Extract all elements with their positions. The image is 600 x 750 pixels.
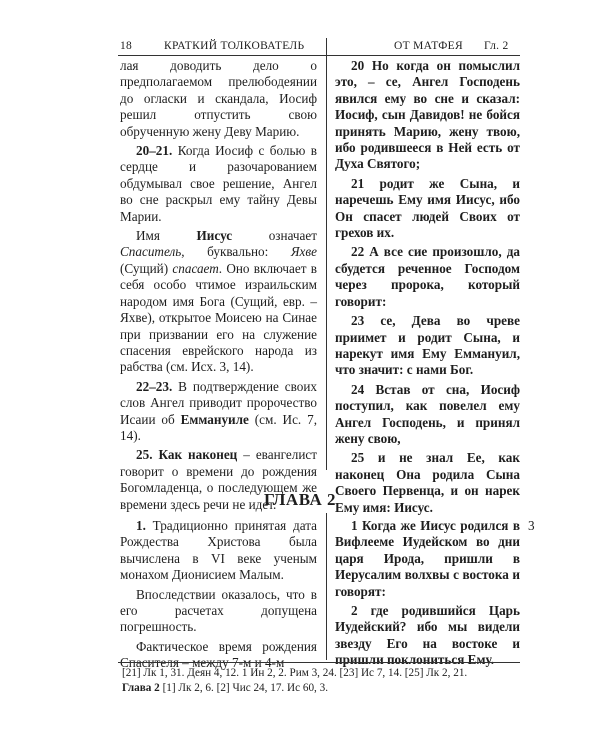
commentary-text: – евангелист говорит о времени до рождения Богомладенца, о последующем же времени здесь речи не идет. xyxy=(120,447,317,512)
commentary-text: . Оно включает в себя особо чтимое израильским народом имя Бога (Сущий, евр. – Яхве), открытое Моисею на Синае при призвании его на служение спасения еврейского народа из рабства (см. Исх. 3, 14). xyxy=(120,260,317,375)
footnote-label: Глава 2 xyxy=(122,682,160,694)
commentary-text: Имя xyxy=(136,228,197,244)
commentary-text: (Сущий) xyxy=(120,260,173,276)
column-divider xyxy=(326,513,327,660)
verse-ref: 1. xyxy=(136,518,146,533)
verse-ref: 22–23. xyxy=(136,378,173,394)
chapter-ref: Гл. 2 xyxy=(484,40,509,52)
verse-ref: 25. xyxy=(136,447,153,463)
commentary-column xyxy=(120,518,317,675)
scripture-verse: 21 родит же Сына, и наречешь Ему имя Иисус, ибо Он спасет людей Своих от грехов их. xyxy=(335,175,520,241)
scripture-column xyxy=(335,58,520,519)
footnote-text: [1] Лк 2, 6. [2] Чис 24, 17. Ис 60, 3. xyxy=(159,682,329,694)
commentary-paragraph: Впоследствии оказалось, что в его расчетах допущена погрешность. xyxy=(120,586,317,635)
commentary-text: , буквально: xyxy=(181,244,291,260)
footnote-line xyxy=(122,681,522,696)
commentary-text: Традиционно принятая дата Рождества Христова была вычислена в VI веке ученым монахом Дионисием Малым. xyxy=(120,518,317,583)
italic-term: Спаситель xyxy=(120,244,182,260)
commentary-column xyxy=(120,58,317,516)
running-title-left: КРАТКИЙ ТОЛКОВАТЕЛЬ xyxy=(164,40,305,52)
commentary-paragraph: Фактическое время рождения Спасителя – между 7-м и 4-м xyxy=(120,638,317,671)
margin-verse-number: 3 xyxy=(528,518,535,533)
commentary-text: Когда Иосиф с болью в сердце и разочарованием обдумывал свое решение, Ангел во сне раскрыл ему тайну Девы Марии. xyxy=(120,143,317,224)
header-rule xyxy=(118,55,520,56)
italic-term: Яхве xyxy=(290,244,317,260)
commentary-paragraph: лая доводить дело о предполагаемом прелюбодеянии до огласки и скандала, Иосиф решил отпустить свою обрученную жену Деву Марию. xyxy=(120,58,317,139)
italic-term: спасает xyxy=(172,260,219,276)
page-number: 18 xyxy=(120,40,133,52)
commentary-paragraph xyxy=(120,379,317,445)
bold-term: Еммануиле xyxy=(180,411,249,427)
verse-ref: 20–21. xyxy=(136,143,173,159)
scripture-verse: 25 и не знал Ее, как наконец Она родила Сына Своего Первенца, и он нарек Ему имя: Иисус. xyxy=(335,450,520,515)
scripture-verse: 22 А все сие произошло, да сбудется реченное Господом через пророка, который говорит: xyxy=(335,244,520,309)
scripture-verse: 2 где родившийся Царь Иудейский? ибо мы видели звезду Его на востоке и пришли поклониться Ему. xyxy=(335,603,520,668)
commentary-paragraph xyxy=(120,518,317,584)
commentary-paragraph xyxy=(120,228,317,376)
running-title-right: ОТ МАТФЕЯ xyxy=(394,40,463,52)
commentary-text: означает xyxy=(232,228,317,244)
scripture-column xyxy=(335,518,520,672)
scripture-verse: 1 Когда же Иисус родился в Вифлееме Иудейском во дни царя Ирода, пришли в Иерусалим волхвы с востока и говорят: xyxy=(335,518,520,599)
bold-term: Как наконец xyxy=(152,447,238,463)
footnote-rule xyxy=(118,662,520,663)
footnote-line: [21] Лк 1, 31. Деян 4, 12. 1 Ин 2, 2. Рим 3, 24. [23] Ис 7, 14. [25] Лк 2, 21. xyxy=(122,667,468,679)
commentary-paragraph xyxy=(120,143,317,225)
chapter-title: ГЛАВА 2 xyxy=(264,490,336,509)
commentary-text: В подтверждение своих слов Ангел приводит пророчество Исаии об xyxy=(120,378,317,427)
scripture-verse: 23 се, Дева во чреве приимет и родит Сына, и нарекут имя Ему Еммануил, что значит: с нами Бог. xyxy=(335,313,520,378)
scripture-verse: 24 Встав от сна, Иосиф поступил, как повелел ему Ангел Господень, и принял жену свою, xyxy=(335,381,520,446)
scripture-verse: 20 Но когда он помыслил это, – се, Ангел Господень явился ему во сне и сказал: Иосиф, сын Давидов! не бойся принять Марию, жену твою, ибо родившееся в Ней есть от Духа Святого; xyxy=(335,58,520,172)
column-divider xyxy=(326,38,327,470)
commentary-text: (см. Ис. 7, 14). xyxy=(120,411,317,443)
bold-term: Иисус xyxy=(196,228,233,244)
